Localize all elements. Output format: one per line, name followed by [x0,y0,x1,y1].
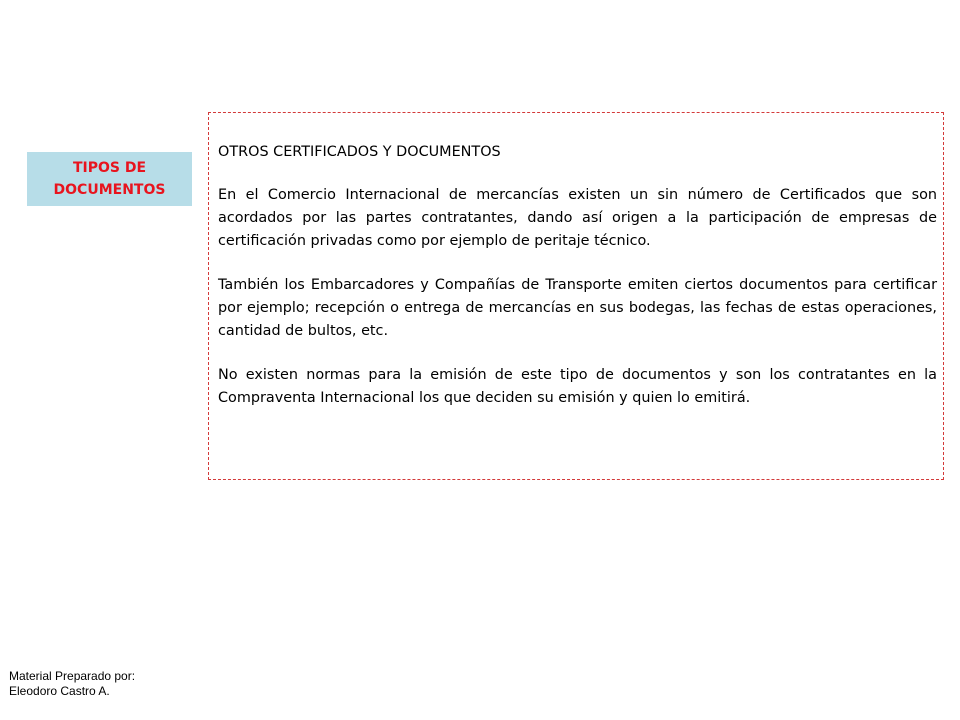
content-paragraph-2: También los Embarcadores y Compañías de Transporte emiten ciertos documentos para certificar por ejemplo; recepción o entrega de mercancías en sus bodegas, las fechas de estas operaciones, cantidad de bultos, etc. [218,277,937,339]
credit-line-1: Material Preparado por: [9,669,136,683]
section-tag [27,152,192,206]
content-panel [208,112,944,480]
content-paragraph-1: En el Comercio Internacional de mercancías existen un sin número de Certificados que son acordados por las partes contratantes, dando así origen a la participación de empresas de certificación privadas como por ejemplo de peritaje técnico. [218,187,937,249]
content-paragraph-3: No existen normas para la emisión de este tipo de documentos y son los contratantes en la Compraventa Internacional los que deciden su emisión y quien lo emitirá. [218,367,937,406]
section-tag-label: TIPOS DE DOCUMENTOS [53,160,166,198]
credit-line-2: Eleodoro Castro A. [9,684,110,698]
author-credit [9,669,135,699]
content-title: OTROS CERTIFICADOS Y DOCUMENTOS [218,144,501,160]
